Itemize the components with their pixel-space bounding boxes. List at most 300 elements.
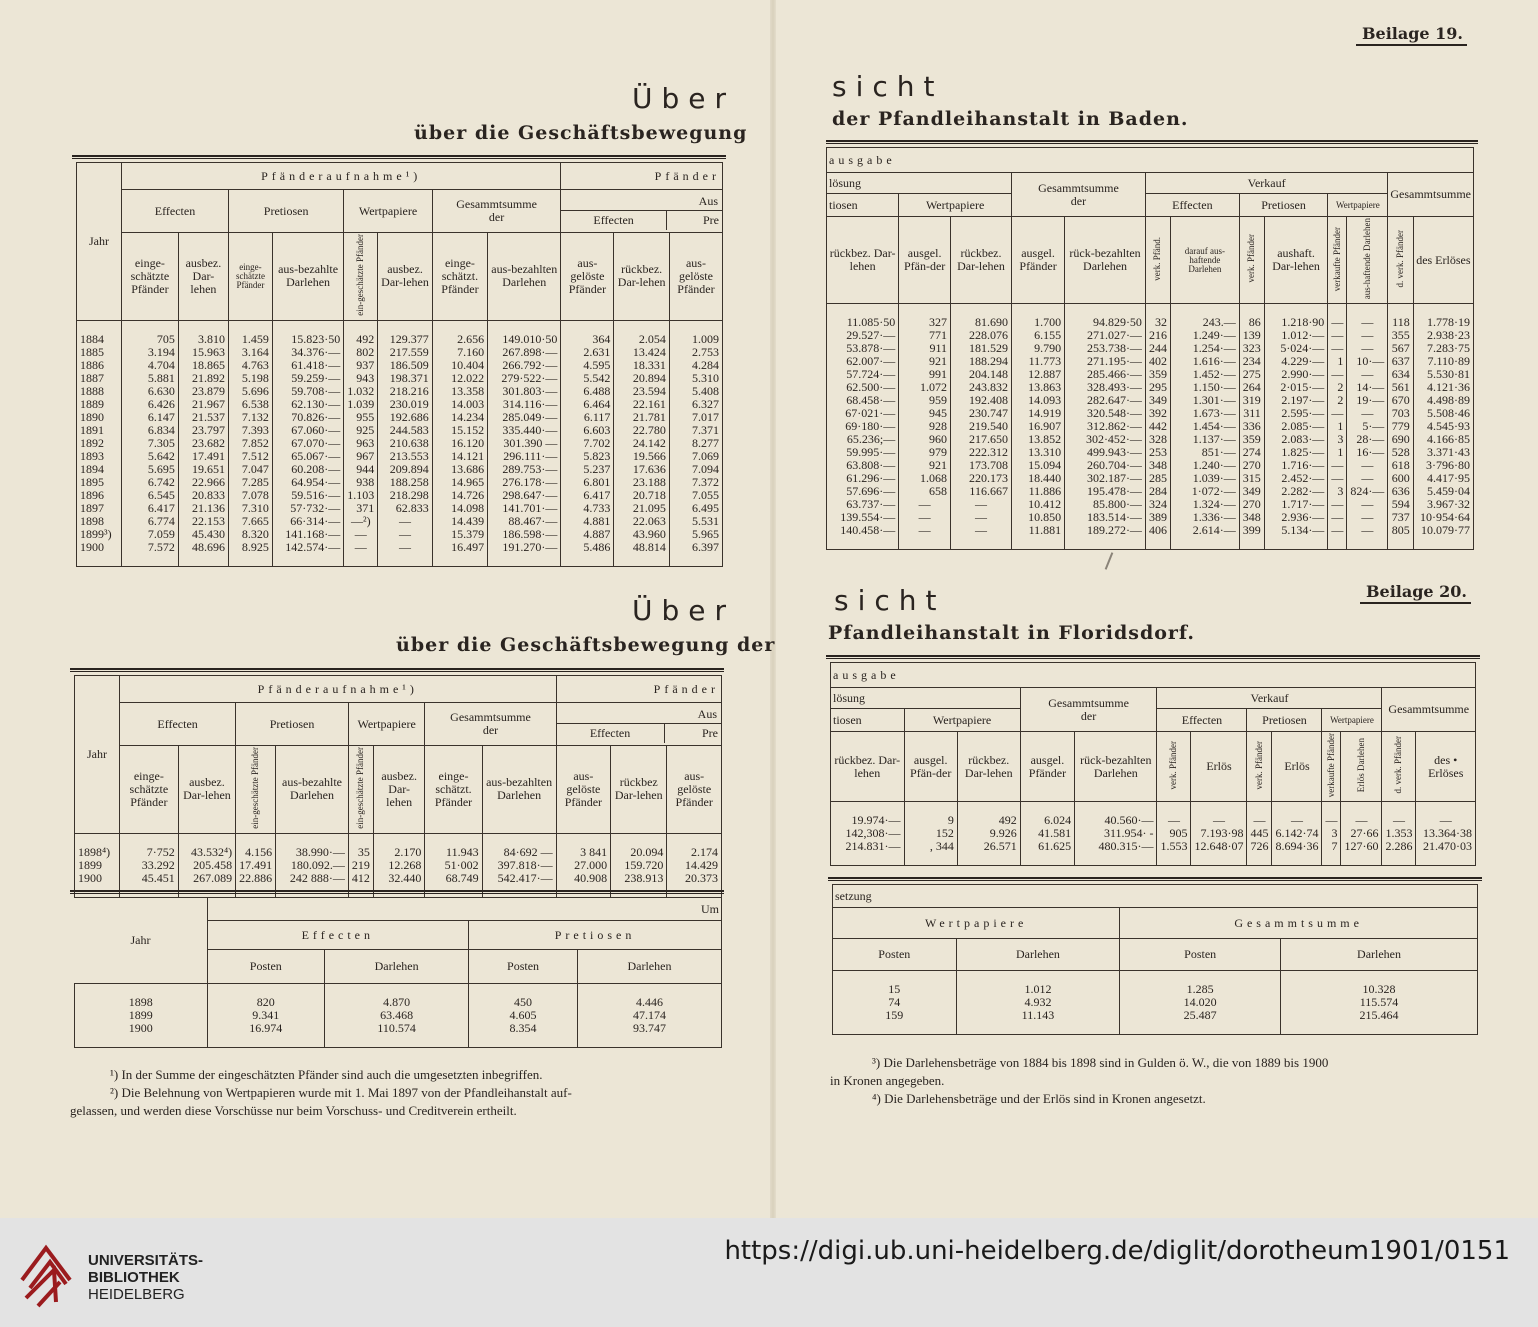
table-cell: 499.943·— bbox=[1065, 446, 1146, 459]
table-cell: 10.328 bbox=[1281, 983, 1478, 996]
table-cell: 4.156 bbox=[236, 846, 276, 859]
group-tiosen: tiosen bbox=[827, 194, 899, 217]
table-cell: 7.305 bbox=[122, 437, 179, 450]
right-mid-subtitle: Pfandleihanstalt in Floridsdorf. bbox=[828, 622, 1196, 644]
col-eingeschaetzte-pretiosen: ein-geschätzte Pfänder bbox=[236, 746, 276, 834]
table-cell: 1.285 bbox=[1120, 983, 1281, 996]
table-cell: 348 bbox=[1239, 511, 1264, 524]
group-effecten: Effecten bbox=[207, 921, 469, 950]
permalink-url[interactable]: https://digi.ub.uni-heidelberg.de/diglit/dorotheum1901/0151 bbox=[724, 1236, 1510, 1266]
table-cell: 963 bbox=[344, 437, 378, 450]
table-cell: 23.188 bbox=[614, 476, 670, 489]
table-cell: 442 bbox=[1145, 420, 1170, 433]
right-top-title: sicht bbox=[832, 70, 944, 103]
group-pretiosen: Pretiosen bbox=[229, 190, 344, 233]
table-cell: 189.272·— bbox=[1065, 524, 1146, 537]
table-cell: 2.614·— bbox=[1170, 524, 1239, 537]
table-cell: 1.012·— bbox=[1264, 329, 1328, 342]
table-cell: 528 bbox=[1388, 446, 1413, 459]
table-cell: — bbox=[378, 528, 433, 541]
table-cell: — bbox=[1328, 511, 1347, 524]
table-cell: 192.408 bbox=[951, 394, 1012, 407]
table-cell: 323 bbox=[1239, 342, 1264, 355]
col-ausbez-darlehen: ausbez. Dar-lehen bbox=[178, 233, 228, 321]
table-floridsdorf-ausgabe bbox=[830, 662, 1476, 866]
table-cell: 5.531 bbox=[669, 515, 722, 528]
table-cell: 7.110·89 bbox=[1413, 355, 1473, 368]
group-pretiosen: Pretiosen bbox=[469, 921, 722, 950]
table-cell: 938 bbox=[344, 476, 378, 489]
table-row bbox=[77, 476, 723, 489]
col-verkaufte: verkaufte Pfänder bbox=[1328, 217, 1347, 304]
table-cell: 295 bbox=[1145, 381, 1170, 394]
table-cell: 301.803·— bbox=[488, 385, 561, 398]
table-cell: 253 bbox=[1145, 446, 1170, 459]
table-cell: 11.886 bbox=[1011, 485, 1064, 498]
table-row bbox=[77, 463, 723, 476]
table-cell: 492 bbox=[344, 333, 378, 346]
table-cell: 188.294 bbox=[951, 355, 1012, 368]
table-cell: 14·— bbox=[1347, 381, 1388, 394]
table-cell: 228.076 bbox=[951, 329, 1012, 342]
table-cell: 35 bbox=[348, 846, 373, 859]
table-cell: 3 bbox=[1328, 433, 1347, 446]
table-cell: 726 bbox=[1247, 840, 1272, 853]
table-cell: 48.814 bbox=[614, 541, 670, 554]
table-cell: 921 bbox=[899, 459, 951, 472]
table-cell: 4.595 bbox=[561, 359, 614, 372]
table-cell: 296.111·— bbox=[488, 450, 561, 463]
table-cell: 14.429 bbox=[667, 859, 722, 872]
table-cell: 7.094 bbox=[669, 463, 722, 476]
table-umsetzung-left bbox=[74, 897, 722, 1048]
group-pfaenderaufnahme: Pfänderaufnahme¹) bbox=[120, 676, 557, 703]
table-cell: 204.148 bbox=[951, 368, 1012, 381]
col-posten-pret: Posten bbox=[469, 950, 578, 984]
group-effecten: Effecten bbox=[1145, 194, 1239, 217]
table-cell: 15.823·50 bbox=[272, 333, 343, 346]
table-cell: 399 bbox=[1239, 524, 1264, 537]
table-cell: 12.268 bbox=[373, 859, 425, 872]
table-cell: 10.079·77 bbox=[1413, 524, 1473, 537]
table-cell: 18.440 bbox=[1011, 472, 1064, 485]
table-cell: 925 bbox=[344, 424, 378, 437]
col-ausbezahlten-gesammt: aus-bezahlten Darlehen bbox=[482, 746, 556, 834]
table-cell: 1.240·— bbox=[1170, 459, 1239, 472]
table-cell: 618 bbox=[1388, 459, 1413, 472]
table-cell: 302.187·— bbox=[1065, 472, 1146, 485]
table-cell: 10.404 bbox=[432, 359, 487, 372]
table-cell: 14.965 bbox=[432, 476, 487, 489]
table-cell: 53.878·— bbox=[827, 342, 899, 355]
col-verkaufte: verkaufte Pfänder bbox=[1322, 732, 1341, 802]
table-cell: 1 bbox=[1328, 355, 1347, 368]
table-cell: 7.393 bbox=[229, 424, 273, 437]
table-cell: 7.055 bbox=[669, 489, 722, 502]
table-cell: 805 bbox=[1388, 524, 1413, 537]
table-cell: 5.881 bbox=[122, 372, 179, 385]
table-cell: 561 bbox=[1388, 381, 1413, 394]
table-cell: 21.967 bbox=[178, 398, 228, 411]
table-cell: 2.656 bbox=[432, 333, 487, 346]
footnote-2b: gelassen, und werden diese Vorschüsse nur beim Vorschuss- und Creditverein ertheilt. bbox=[70, 1103, 517, 1118]
table-cell: — bbox=[1347, 524, 1388, 537]
table-cell: 81.690 bbox=[951, 316, 1012, 329]
table-cell: 140.458·— bbox=[827, 524, 899, 537]
table-cell: 270 bbox=[1239, 498, 1264, 511]
table-cell: 16.907 bbox=[1011, 420, 1064, 433]
table-row bbox=[77, 333, 723, 346]
table-cell: 314.116·— bbox=[488, 398, 561, 411]
table-cell: 15.152 bbox=[432, 424, 487, 437]
table-cell: 1899 bbox=[75, 859, 120, 872]
table-cell: — bbox=[1328, 342, 1347, 355]
table-cell: 1.778·19 bbox=[1413, 316, 1473, 329]
table-cell: — bbox=[1347, 498, 1388, 511]
table-cell: 1.218·90 bbox=[1264, 316, 1328, 329]
table-cell: 57.696·— bbox=[827, 485, 899, 498]
table-cell: 271.195·— bbox=[1065, 355, 1146, 368]
beilage-20-label: Beilage 20. bbox=[1360, 582, 1471, 604]
group-wertpapiere: Wertpapiere bbox=[348, 703, 425, 746]
table-cell: 1.324·— bbox=[1170, 498, 1239, 511]
table-row bbox=[75, 1022, 722, 1035]
table-cell: 218.216 bbox=[378, 385, 433, 398]
table-cell: 34.376·— bbox=[272, 346, 343, 359]
table-cell: 20.833 bbox=[178, 489, 228, 502]
table-cell: 1886 bbox=[77, 359, 122, 372]
table-cell: 991 bbox=[899, 368, 951, 381]
table-cell: 14.093 bbox=[1011, 394, 1064, 407]
table-cell: 319 bbox=[1239, 394, 1264, 407]
table-cell: 264 bbox=[1239, 381, 1264, 394]
table-cell: 253.738·— bbox=[1065, 342, 1146, 355]
table-cell: 43.532⁴) bbox=[178, 846, 235, 859]
table-cell: 7.572 bbox=[122, 541, 179, 554]
table-cell: 22.153 bbox=[178, 515, 228, 528]
table-cell: 16.497 bbox=[432, 541, 487, 554]
table-cell: 29.527·— bbox=[827, 329, 899, 342]
table-cell: 1899 bbox=[75, 1009, 208, 1022]
table-cell: 3.967·32 bbox=[1413, 498, 1473, 511]
table-cell: 3.164 bbox=[229, 346, 273, 359]
table-cell: 327 bbox=[899, 316, 951, 329]
col-verk-pfaender: verk. Pfänder bbox=[1239, 217, 1264, 304]
group-effecten: Effecten bbox=[120, 703, 236, 746]
table-cell: 243.832 bbox=[951, 381, 1012, 394]
table-row bbox=[77, 450, 723, 463]
table-cell: 4.498·89 bbox=[1413, 394, 1473, 407]
group-gesammt-erloes: Gesammtsumme bbox=[1388, 173, 1474, 217]
table-cell: — bbox=[1328, 524, 1347, 537]
group-setzung: setzung bbox=[833, 885, 1478, 908]
table-cell: 5.965 bbox=[669, 528, 722, 541]
table-cell: 7.310 bbox=[229, 502, 273, 515]
table-cell: 267.898·— bbox=[488, 346, 561, 359]
table-cell: 152 bbox=[904, 827, 957, 840]
footnote-3a: ³) Die Darlehensbeträge von 1884 bis 1898 sind in Gulden ö. W., die von 1889 bis 1900 bbox=[872, 1055, 1329, 1070]
table-cell: 905 bbox=[1157, 827, 1191, 840]
table-cell: 1900 bbox=[75, 1022, 208, 1035]
table-cell: 85.800·— bbox=[1065, 498, 1146, 511]
table-cell: 6.488 bbox=[561, 385, 614, 398]
table-cell: — bbox=[1328, 472, 1347, 485]
col-darlehen-ges: Darlehen bbox=[1281, 939, 1478, 971]
col-des-erloeses: des Erlöses bbox=[1413, 217, 1473, 304]
table-cell: 18.331 bbox=[614, 359, 670, 372]
table-cell: 28·— bbox=[1347, 433, 1388, 446]
table-row bbox=[77, 359, 723, 372]
table-cell: 349 bbox=[1145, 394, 1170, 407]
table-cell: 959 bbox=[899, 394, 951, 407]
table-cell: 1900 bbox=[75, 872, 120, 885]
table-cell: 3.371·43 bbox=[1413, 446, 1473, 459]
table-cell: 67·021·— bbox=[827, 407, 899, 420]
table-row bbox=[77, 424, 723, 437]
table-cell: — bbox=[1272, 814, 1322, 827]
table-cell: — bbox=[1328, 407, 1347, 420]
table-cell: — bbox=[1416, 814, 1476, 827]
table-cell: 5.486 bbox=[561, 541, 614, 554]
col-ausgel-pfaender: ausgel. Pfän-der bbox=[904, 732, 957, 802]
table-cell: 1.616·— bbox=[1170, 355, 1239, 368]
table-cell: 1.301·— bbox=[1170, 394, 1239, 407]
col-eingeschaetzte: einge-schätzte Pfänder bbox=[120, 746, 179, 834]
table-cell: 359 bbox=[1239, 433, 1264, 446]
table-cell: 1.254·— bbox=[1170, 342, 1239, 355]
table-cell: — bbox=[899, 498, 951, 511]
table-cell: 1.336·— bbox=[1170, 511, 1239, 524]
table-cell: 4.121·36 bbox=[1413, 381, 1473, 394]
table-cell: 19.651 bbox=[178, 463, 228, 476]
table-cell: 1889 bbox=[77, 398, 122, 411]
table-cell: 13.852 bbox=[1011, 433, 1064, 446]
table-cell: 7.283·75 bbox=[1413, 342, 1473, 355]
table-cell: 3.194 bbox=[122, 346, 179, 359]
table-cell: 412 bbox=[348, 872, 373, 885]
table-cell: 19.974·— bbox=[831, 814, 905, 827]
table-cell: — bbox=[1347, 511, 1388, 524]
group-pfaender: Pfänder bbox=[561, 163, 723, 190]
table-cell: 2.085·— bbox=[1264, 420, 1328, 433]
table-cell: 19.566 bbox=[614, 450, 670, 463]
col-posten-wp: Posten bbox=[833, 939, 957, 971]
table-cell: 230.747 bbox=[951, 407, 1012, 420]
table-cell: 820 bbox=[207, 996, 325, 1009]
rule bbox=[70, 890, 724, 894]
table-cell: 220.173 bbox=[951, 472, 1012, 485]
table-cell: 492 bbox=[957, 814, 1020, 827]
table-cell: 2.631 bbox=[561, 346, 614, 359]
table-cell: — bbox=[1382, 814, 1416, 827]
col-des-erloeses: des • Erlöses bbox=[1416, 732, 1476, 802]
table-cell: 110.574 bbox=[325, 1022, 469, 1035]
table-cell: 21.781 bbox=[614, 411, 670, 424]
table-cell: 20.373 bbox=[667, 872, 722, 885]
table-cell: 320.548·— bbox=[1065, 407, 1146, 420]
table-cell: 61.296·— bbox=[827, 472, 899, 485]
group-um: Um bbox=[207, 898, 722, 921]
table-cell: 267.089 bbox=[178, 872, 235, 885]
table-cell: 5.237 bbox=[561, 463, 614, 476]
table-cell: 945 bbox=[899, 407, 951, 420]
table-cell: 67.070·— bbox=[272, 437, 343, 450]
table-cell: 336 bbox=[1239, 420, 1264, 433]
table-cell: 7.047 bbox=[229, 463, 273, 476]
table-row bbox=[827, 524, 1474, 537]
table-cell: 1898 bbox=[75, 996, 208, 1009]
table-row bbox=[833, 1009, 1478, 1022]
table-cell: 19·— bbox=[1347, 394, 1388, 407]
table-cell: 275 bbox=[1239, 368, 1264, 381]
table-cell: — bbox=[1347, 368, 1388, 381]
table-cell: 392 bbox=[1145, 407, 1170, 420]
table-cell: 943 bbox=[344, 372, 378, 385]
table-cell: 4.229·— bbox=[1264, 355, 1328, 368]
group-ausgabe: ausgabe bbox=[831, 663, 1476, 688]
table-cell: 349 bbox=[1239, 485, 1264, 498]
table-body bbox=[831, 802, 1476, 866]
table-cell: 658 bbox=[899, 485, 951, 498]
col-erloes: Erlös bbox=[1191, 732, 1247, 802]
table-cell: 8.320 bbox=[229, 528, 273, 541]
col-ausbez-wertpapiere: ausbez. Dar-lehen bbox=[378, 233, 433, 321]
col-eingeschaetzte-pretiosen: einge-schätzte Pfänder bbox=[229, 233, 273, 321]
table-cell: 159 bbox=[833, 1009, 957, 1022]
table-cell: 3 bbox=[1322, 827, 1341, 840]
table-cell: 142.574·— bbox=[272, 541, 343, 554]
table-cell: 68.458·— bbox=[827, 394, 899, 407]
table-cell: — bbox=[344, 541, 378, 554]
table-cell: 59.259·— bbox=[272, 372, 343, 385]
table-cell: 9.341 bbox=[207, 1009, 325, 1022]
table-cell: — bbox=[951, 511, 1012, 524]
table-cell: 690 bbox=[1388, 433, 1413, 446]
col-rueckbez: rückbez. Dar-lehen bbox=[831, 732, 905, 802]
table-baden bbox=[826, 147, 1474, 550]
table-cell: 1·072·— bbox=[1170, 485, 1239, 498]
group-gesammt: Gesammtsumme der bbox=[1011, 173, 1145, 217]
table-cell: 7.069 bbox=[669, 450, 722, 463]
col-ausgeloeste: aus-gelöste Pfänder bbox=[561, 233, 614, 321]
table-cell: 159.720 bbox=[611, 859, 667, 872]
table-cell: 5.310 bbox=[669, 372, 722, 385]
table-cell: 9 bbox=[904, 814, 957, 827]
table-row bbox=[77, 489, 723, 502]
left-mid-subtitle: über die Geschäftsbewegung der bbox=[396, 634, 776, 656]
table-cell: 14.919 bbox=[1011, 407, 1064, 420]
table-cell: 2.197·— bbox=[1264, 394, 1328, 407]
table-cell: 5.696 bbox=[229, 385, 273, 398]
table-cell: 302·452·— bbox=[1065, 433, 1146, 446]
spacer-row bbox=[831, 853, 1476, 866]
table-cell: 2.936·— bbox=[1264, 511, 1328, 524]
table-cell: 289.753·— bbox=[488, 463, 561, 476]
table-cell: 2.990·— bbox=[1264, 368, 1328, 381]
table-cell: 921 bbox=[899, 355, 951, 368]
table-cell: 5.823 bbox=[561, 450, 614, 463]
table-cell: 328.493·— bbox=[1065, 381, 1146, 394]
table-cell: 2.595·— bbox=[1264, 407, 1328, 420]
table-cell: 222.312 bbox=[951, 446, 1012, 459]
table-cell: 7.132 bbox=[229, 411, 273, 424]
group-wertpapiere: Wertpapiere bbox=[344, 190, 433, 233]
table-row bbox=[77, 502, 723, 515]
table-cell: 13.358 bbox=[432, 385, 487, 398]
table-cell: 209.894 bbox=[378, 463, 433, 476]
table-cell: 1896 bbox=[77, 489, 122, 502]
table-cell: 94.829·50 bbox=[1065, 316, 1146, 329]
table-body bbox=[77, 320, 723, 566]
group-wertpapiere: Wertpapiere bbox=[833, 908, 1120, 939]
table-cell: 2·015·— bbox=[1264, 381, 1328, 394]
table-cell: 57·732·— bbox=[272, 502, 343, 515]
table-cell: 594 bbox=[1388, 498, 1413, 511]
table-cell: 6.834 bbox=[122, 424, 179, 437]
table-cell: 62.500·— bbox=[827, 381, 899, 394]
table-cell: 960 bbox=[899, 433, 951, 446]
table-cell: 6.024 bbox=[1020, 814, 1074, 827]
table-cell: 180.092.— bbox=[276, 859, 349, 872]
group-loesung: lösung bbox=[831, 688, 1021, 709]
table-cell: 542.417·— bbox=[482, 872, 556, 885]
table-cell: 41.581 bbox=[1020, 827, 1074, 840]
table-cell: 217.650 bbox=[951, 433, 1012, 446]
table-cell: 11.143 bbox=[956, 1009, 1120, 1022]
table-cell: 7 bbox=[1322, 840, 1341, 853]
group-pretiosen: Pretiosen bbox=[236, 703, 349, 746]
col-ausgeloeste-pretiosen: aus-gelöste Pfänder bbox=[667, 746, 722, 834]
table-row bbox=[831, 814, 1476, 827]
table-cell: 779 bbox=[1388, 420, 1413, 433]
group-pretiosen: Pretiosen bbox=[1239, 194, 1328, 217]
table-cell: 1.137·— bbox=[1170, 433, 1239, 446]
table-cell: 4.284 bbox=[669, 359, 722, 372]
table-cell: 600 bbox=[1388, 472, 1413, 485]
table-cell: 27.000 bbox=[556, 859, 611, 872]
university-name bbox=[88, 1252, 203, 1303]
table-cell: 12.887 bbox=[1011, 368, 1064, 381]
table-cell: 10·— bbox=[1347, 355, 1388, 368]
table-cell: 937 bbox=[344, 359, 378, 372]
table-cell: 59.516·— bbox=[272, 489, 343, 502]
table-vienna-main bbox=[76, 162, 723, 567]
table-cell: 1.039·— bbox=[1170, 472, 1239, 485]
table-cell: 637 bbox=[1388, 355, 1413, 368]
table-cell: 301.390 — bbox=[488, 437, 561, 450]
table-cell: 22.886 bbox=[236, 872, 276, 885]
col-rueckbezahlten: rück-bezahlten Darlehen bbox=[1065, 217, 1146, 304]
table-cell: 13.364·38 bbox=[1416, 827, 1476, 840]
table-cell: — bbox=[1347, 459, 1388, 472]
table-cell: 298.647·— bbox=[488, 489, 561, 502]
table-cell: — bbox=[1328, 459, 1347, 472]
table-cell: — bbox=[1328, 498, 1347, 511]
table-cell: 3 bbox=[1328, 485, 1347, 498]
table-cell: 6.630 bbox=[122, 385, 179, 398]
table-cell: 7.059 bbox=[122, 528, 179, 541]
table-cell: 22.161 bbox=[614, 398, 670, 411]
table-cell: 6.426 bbox=[122, 398, 179, 411]
table-cell: 6.417 bbox=[561, 489, 614, 502]
table-cell: 13.686 bbox=[432, 463, 487, 476]
table-cell: 16·— bbox=[1347, 446, 1388, 459]
table-cell: 4.733 bbox=[561, 502, 614, 515]
table-cell: 311.954· - bbox=[1075, 827, 1157, 840]
table-cell: 62.833 bbox=[378, 502, 433, 515]
table-cell: 9.790 bbox=[1011, 342, 1064, 355]
table-cell: 141.701·— bbox=[488, 502, 561, 515]
